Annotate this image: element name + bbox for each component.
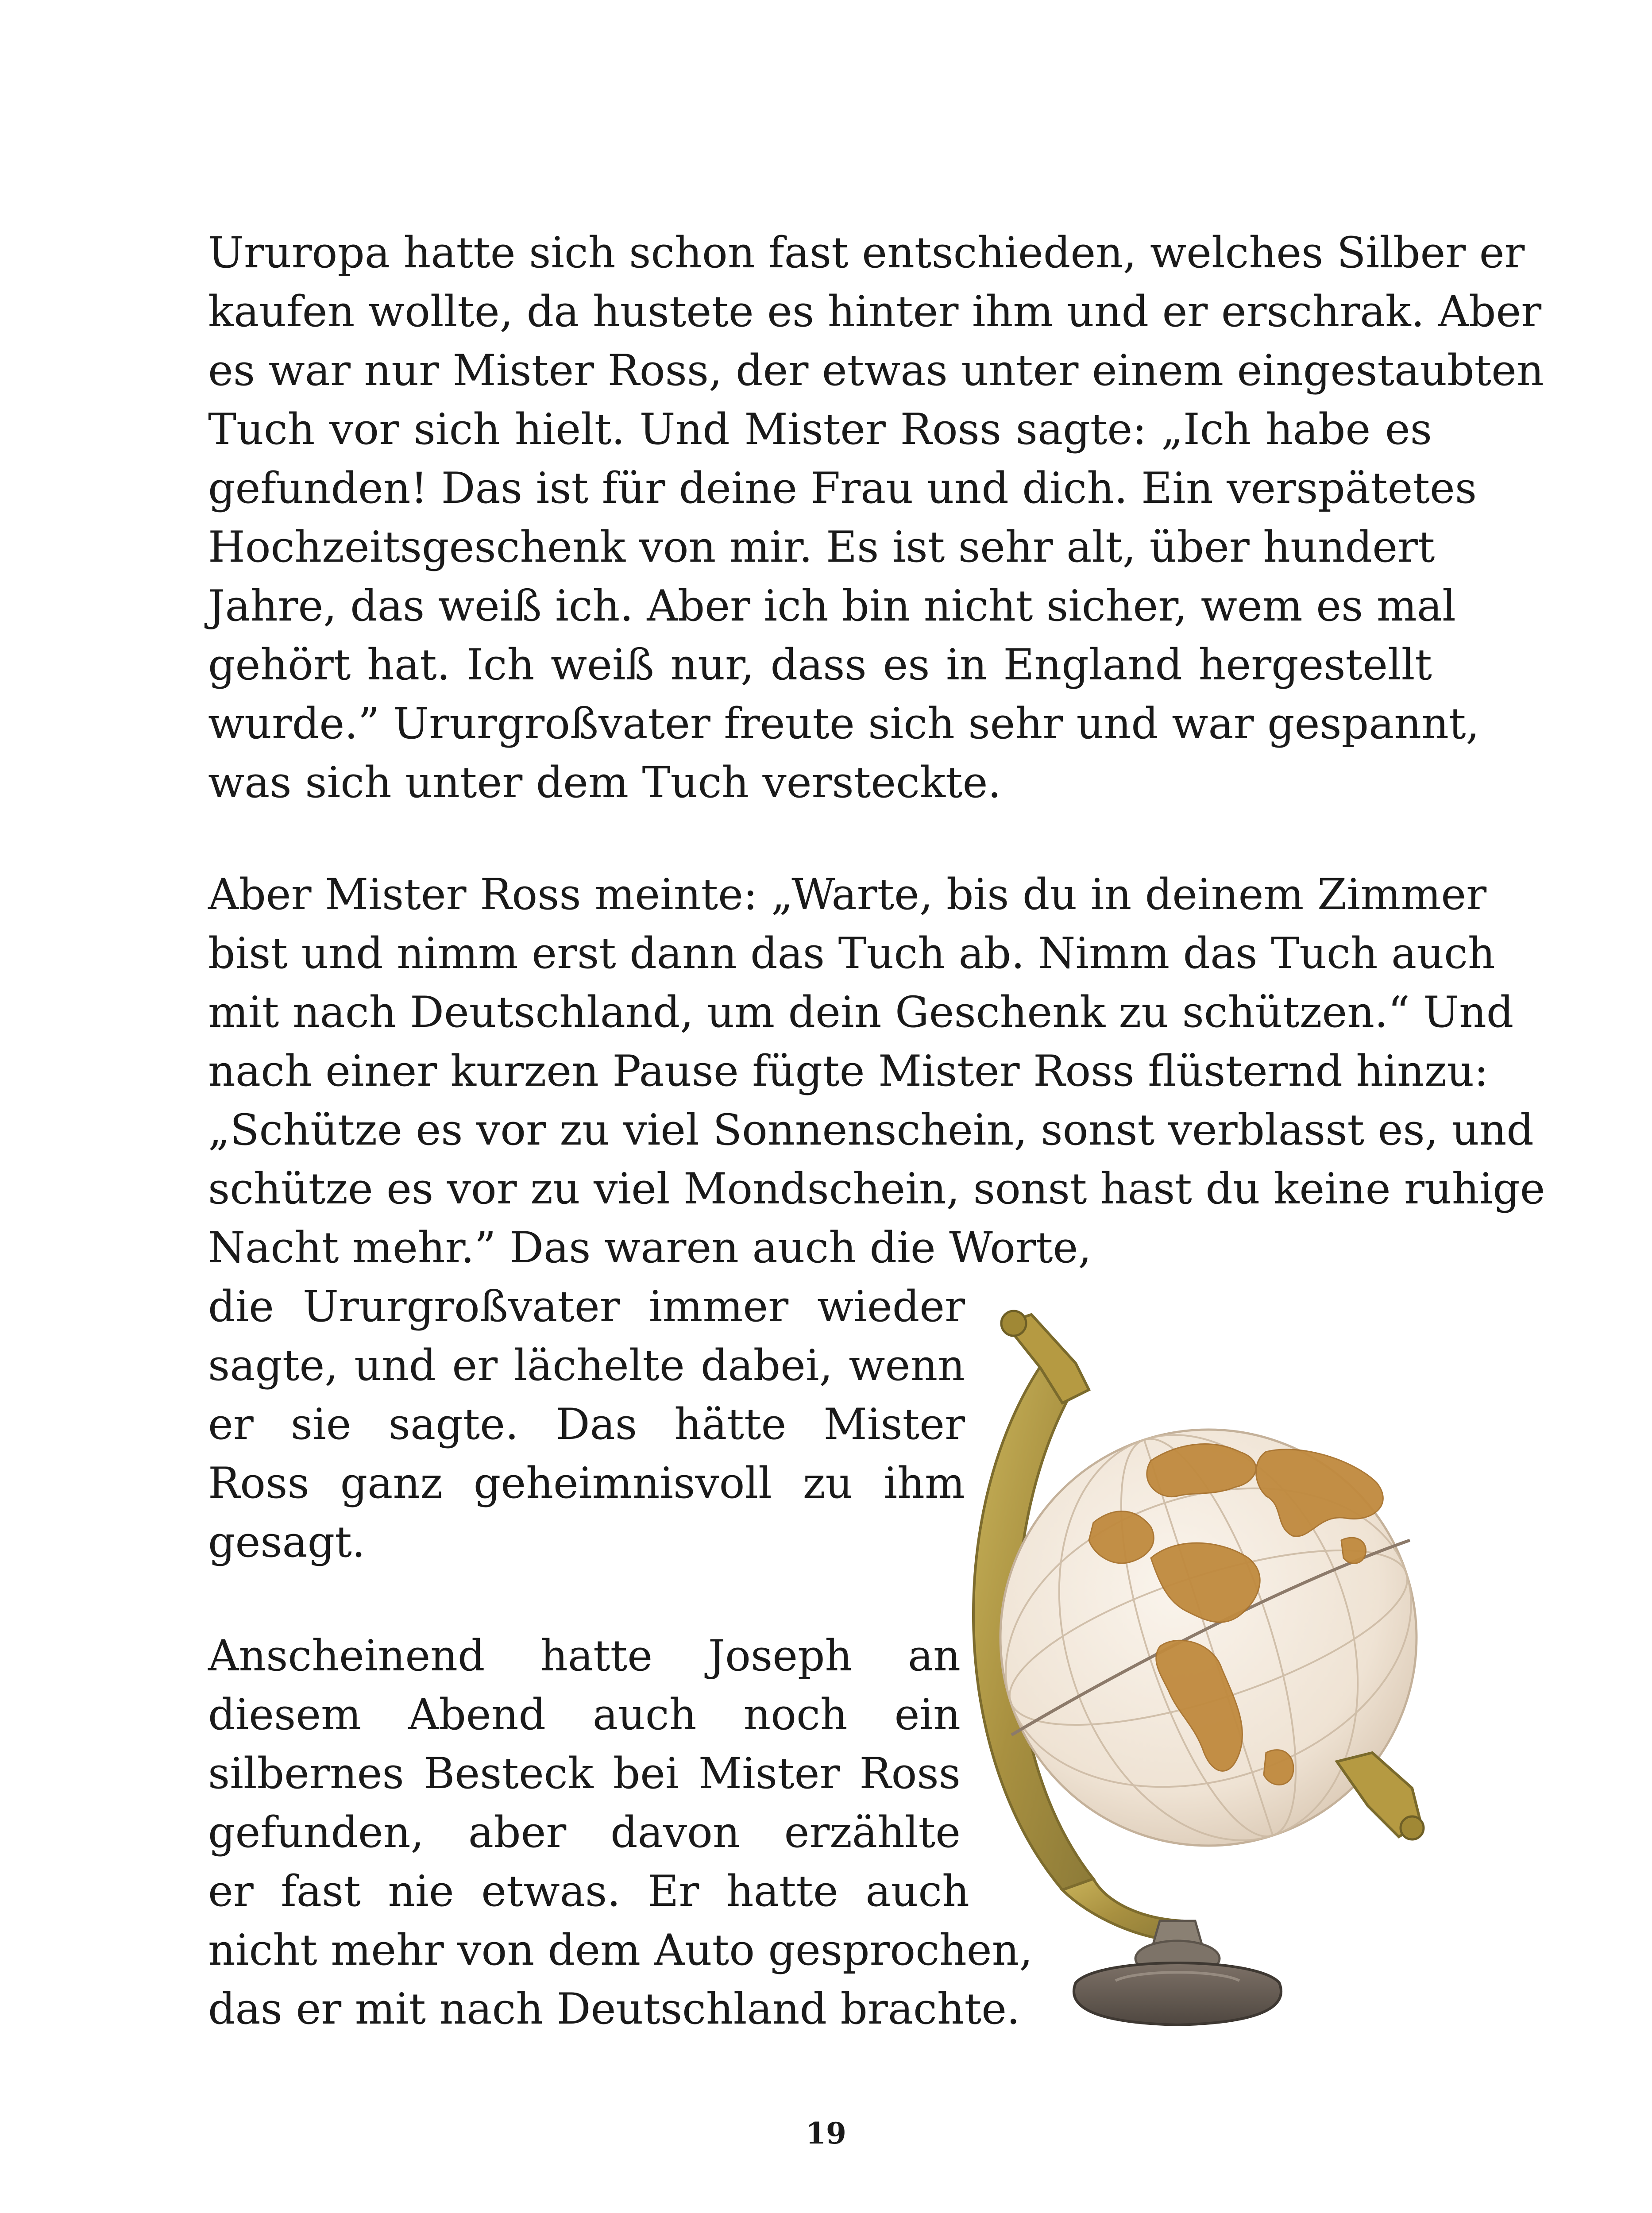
text-line: Nacht mehr.” Das waren auch die Worte, — [208, 1223, 1092, 1272]
text-line: schütze es vor zu viel Mondschein, sonst hast du keine ruhige — [208, 1164, 1545, 1214]
text-line: das er mit nach Deutschland brachte. — [208, 1984, 1020, 2034]
text-line: gesagt. — [208, 1517, 366, 1567]
text-line: gefunden, aber davon erzählte — [208, 1808, 961, 1857]
text-line: die Ururgroßvater immer wieder — [208, 1282, 965, 1331]
text-line: er sie sagte. Das hätte Mister — [208, 1400, 965, 1449]
page-number: 19 — [806, 2116, 846, 2151]
paragraph-3 — [208, 1627, 1033, 2039]
text-line: Ururopa hatte sich schon fast entschieden, welches Silber er — [208, 228, 1525, 278]
text-line: nicht mehr von dem Auto gesprochen, — [208, 1925, 1033, 1975]
text-line: silbernes Besteck bei Mister Ross — [208, 1749, 961, 1798]
text-line: mit nach Deutschland, um dein Geschenk zu schützen.“ Und — [208, 987, 1514, 1037]
text-line: bist und nimm erst dann das Tuch ab. Nimm das Tuch auch — [208, 929, 1495, 978]
text-line: „Schütze es vor zu viel Sonnenschein, sonst verblasst es, und — [208, 1105, 1534, 1155]
text-line: sagte, und er lächelte dabei, wenn — [208, 1341, 965, 1390]
globe-illustration — [930, 1275, 1452, 2045]
text-line: wurde.” Ururgroßvater freute sich sehr und war gespannt, — [208, 699, 1480, 748]
text-line: Hochzeitsgeschenk von mir. Es ist sehr alt, über hundert — [208, 522, 1435, 572]
text-line: nach einer kurzen Pause fügte Mister Ross flüsternd hinzu: — [208, 1046, 1489, 1096]
text-line: Ross ganz geheimnisvoll zu ihm — [208, 1458, 965, 1508]
text-line: gefunden! Das ist für deine Frau und dich. Ein verspätetes — [208, 463, 1477, 513]
paragraph-1 — [208, 224, 1544, 812]
text-line: gehört hat. Ich weiß nur, dass es in England hergestellt — [208, 640, 1432, 690]
text-line: Jahre, das weiß ich. Aber ich bin nicht sicher, wem es mal — [208, 581, 1456, 631]
text-line: Tuch vor sich hielt. Und Mister Ross sagte: „Ich habe es — [208, 405, 1432, 454]
text-line: Anscheinend hatte Joseph an — [208, 1631, 961, 1681]
text-line: Aber Mister Ross meinte: „Warte, bis du in deinem Zimmer — [208, 870, 1487, 919]
text-line: es war nur Mister Ross, der etwas unter einem eingestaubten — [208, 346, 1544, 395]
text-line: diesem Abend auch noch ein — [208, 1690, 961, 1739]
text-line: kaufen wollte, da hustete es hinter ihm und er erschrak. Aber — [208, 287, 1542, 336]
text-line: was sich unter dem Tuch versteckte. — [208, 758, 1001, 807]
text-line: er fast nie etwas. Er hatte auch — [208, 1866, 969, 1916]
